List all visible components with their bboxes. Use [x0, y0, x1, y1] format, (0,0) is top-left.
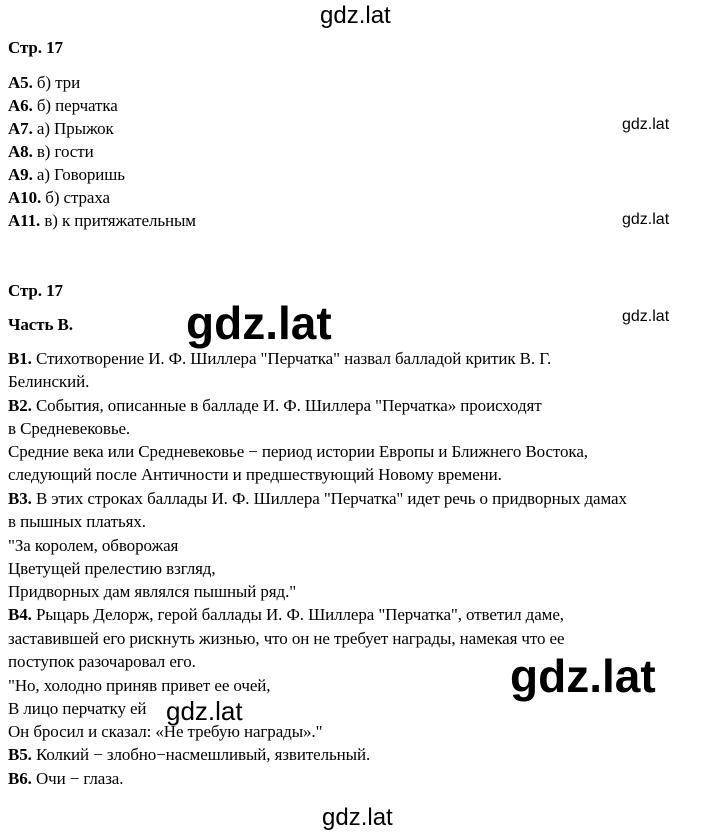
section2-heading: Стр. 17: [8, 281, 63, 300]
b3-line-2: в пышных платьях.: [8, 512, 146, 531]
answer-a8: [8, 141, 94, 163]
b4-line-2: заставившей его рискнуть жизнью, что он не требует награды, намекая что ее: [8, 629, 565, 648]
watermark-big-1: gdz.lat: [186, 297, 332, 349]
answer-text: б) страха: [41, 188, 111, 207]
answer-number: А7.: [8, 119, 33, 138]
b1-line-2: Белинский.: [8, 372, 90, 391]
answer-text: Рыцарь Делорж, герой баллады И. Ф. Шиллера "Перчатка", ответил даме,: [31, 605, 564, 624]
b3-line-5: Придворных дам являлся пышный ряд.": [8, 582, 297, 601]
answer-text: а) Говоришь: [32, 165, 125, 184]
answer-number: В1.: [8, 349, 32, 368]
section1-heading: Стр. 17: [8, 38, 63, 57]
answer-number: В5.: [8, 745, 32, 764]
answer-text: Очи − глаза.: [31, 769, 124, 788]
b4-line-5: В лицо перчатку ей: [8, 699, 147, 718]
answer-number: В2.: [8, 396, 32, 415]
watermark-big-2: gdz.lat: [510, 650, 656, 702]
answer-number: А5.: [8, 73, 33, 92]
b2-line-3: Средние века или Средневековье − период истории Европы и Ближнего Востока,: [8, 442, 588, 461]
b4-line-1: [8, 604, 564, 626]
answer-text: Стихотворение И. Ф. Шиллера "Перчатка" назвал балладой критик В. Г.: [31, 349, 552, 368]
watermark-top: gdz.lat: [320, 2, 391, 29]
b5-line-1: [8, 744, 370, 766]
b2-line-2: в Средневековье.: [8, 419, 131, 438]
answer-text: б) перчатка: [32, 96, 118, 115]
answer-number: А8.: [8, 142, 33, 161]
answer-a5: [8, 72, 80, 94]
b2-line-4: следующий после Античности и предшествующий Новому времени.: [8, 465, 502, 484]
answer-number: В6.: [8, 769, 32, 788]
answer-a11: [8, 210, 196, 232]
answer-a7: [8, 118, 114, 140]
watermark-bottom: gdz.lat: [322, 804, 393, 831]
answer-number: А9.: [8, 165, 33, 184]
answer-number: В4.: [8, 605, 32, 624]
watermark-middle: gdz.lat: [166, 696, 243, 726]
b2-line-1: [8, 395, 542, 417]
watermark-right-1: gdz.lat: [622, 116, 670, 133]
answer-text: а) Прыжок: [32, 119, 114, 138]
answer-number: А11.: [8, 211, 41, 230]
answer-text: В этих строках баллады И. Ф. Шиллера "Перчатка" идет речь о придворных дамах: [31, 489, 627, 508]
watermark-right-3: gdz.lat: [622, 308, 670, 325]
answer-text: в) к притяжательным: [40, 211, 196, 230]
b3-line-1: [8, 488, 627, 510]
answer-text: Колкий − злобно−насмешливый, язвительный.: [31, 745, 371, 764]
b6-line-1: [8, 768, 123, 790]
b4-line-6: Он бросил и сказал: «Не требую награды».": [8, 722, 323, 741]
answer-text: в) гости: [32, 142, 94, 161]
b3-line-3: "За королем, обворожая: [8, 536, 179, 555]
answer-number: А6.: [8, 96, 33, 115]
watermark-right-2: gdz.lat: [622, 211, 670, 228]
b1-line-1: [8, 348, 551, 370]
part-heading: Часть В.: [8, 315, 73, 334]
answer-text: События, описанные в балладе И. Ф. Шиллера "Перчатка» происходят: [31, 396, 542, 415]
answer-number: А10.: [8, 188, 42, 207]
answer-text: б) три: [32, 73, 81, 92]
b4-line-3: поступок разочаровал его.: [8, 652, 196, 671]
b4-line-4: "Но, холодно приняв привет ее очей,: [8, 676, 271, 695]
answer-a6: [8, 95, 118, 117]
answer-a9: [8, 164, 125, 186]
b3-line-4: Цветущей прелестию взгляд,: [8, 559, 216, 578]
answer-number: В3.: [8, 489, 32, 508]
answer-a10: [8, 187, 110, 209]
